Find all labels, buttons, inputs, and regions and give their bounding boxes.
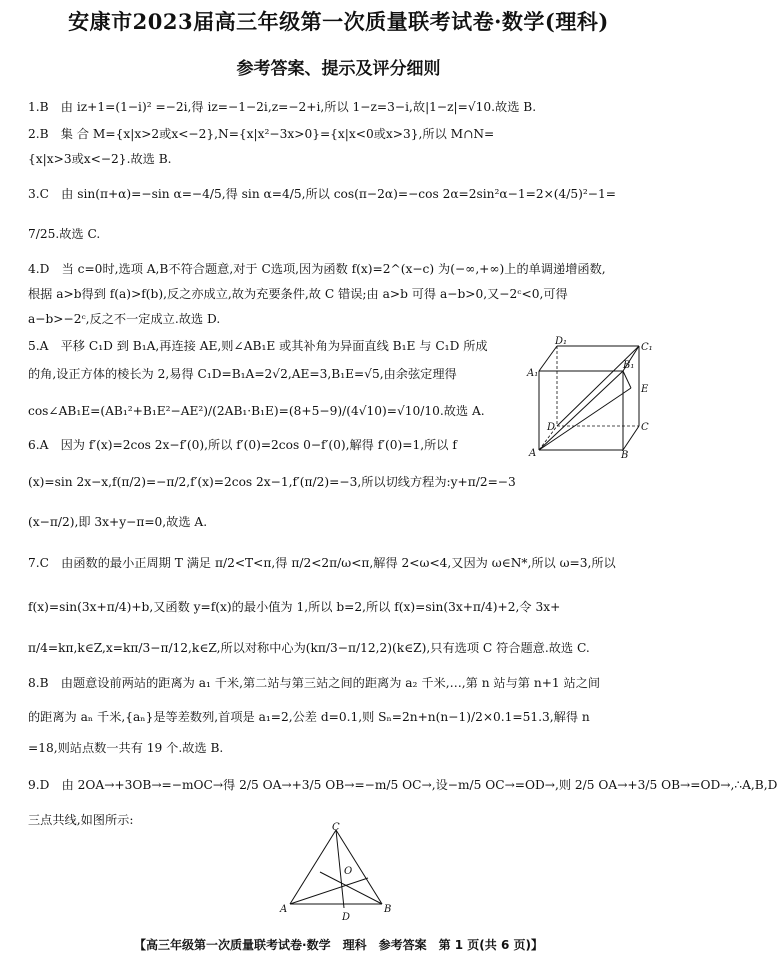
answer-5-line-2: 的角,设正方体的棱长为 2,易得 C₁D=B₁A=2√2,AE=3,B₁E=√5,由余弦定理得	[28, 367, 457, 381]
cube-figure	[527, 336, 667, 461]
answer-8-line-2: 的距离为 aₙ 千米,{aₙ}是等差数列,首项是 a₁=2,公差 d=0.1,则 Sₙ=2n+n(n−1)/2×0.1=51.3,解得 n	[28, 710, 590, 724]
answer-4-line-3: a−b>−2ᶜ,反之不一定成立.故选 D.	[28, 312, 221, 326]
answer-7-line-2: f(x)=sin(3x+π/4)+b,又函数 y=f(x)的最小值为 1,所以 b=2,所以 f(x)=sin(3x+π/4)+2,令 3x+	[28, 600, 561, 614]
answer-6-line-1: 6.A 因为 f′(x)=2cos 2x−f′(0),所以 f′(0)=2cos 0−f′(0),解得 f′(0)=1,所以 f	[28, 438, 457, 452]
cube-label-d: D	[547, 422, 556, 433]
answer-8-line-1: 8.B 由题意设前两站的距离为 a₁ 千米,第二站与第三站之间的距离为 a₂ 千米,…,第 n 站与第 n+1 站之间	[28, 676, 601, 690]
answer-7-line-1: 7.C 由函数的最小正周期 T 满足 π/2<T<π,得 π/2<2π/ω<π,解得 2<ω<4,又因为 ω∈N*,所以 ω=3,所以	[28, 556, 616, 570]
triangle-label-o: O	[344, 866, 353, 877]
cube-label-e: E	[641, 384, 649, 395]
answer-1-line-1: 1.B 由 iz+1=(1−i)² =−2i,得 iz=−1−2i,z=−2+i,所以 1−z=3−i,故|1−z|=√10.故选 B.	[28, 100, 537, 114]
triangle-label-d: D	[342, 912, 351, 923]
triangle-label-b: B	[384, 904, 392, 915]
cube-label-b1: B₁	[623, 360, 635, 371]
cube-label-b: B	[621, 450, 629, 461]
cube-label-d1: D₁	[555, 336, 568, 347]
triangle-label-a: A	[280, 904, 288, 915]
answer-9-line-1: 9.D 由 2OA→+3OB→=−mOC→得 2/5 OA→+3/5 OB→=−m/5 OC→,设−m/5 OC→=OD→,则 2/5 OA→+3/5 OB→=OD→,∴A,B,D	[28, 778, 777, 792]
answer-6-line-2: (x)=sin 2x−x,f(π/2)=−π/2,f′(x)=2cos 2x−1,f′(π/2)=−3,所以切线方程为:y+π/2=−3	[28, 475, 516, 489]
answer-key-subtitle: 参考答案、提示及评分细则	[236, 59, 441, 79]
answer-7-line-3: π/4=kπ,k∈Z,x=kπ/3−π/12,k∈Z,所以对称中心为(kπ/3−π/12,2)(k∈Z),只有选项 C 符合题意.故选 C.	[28, 641, 590, 655]
cube-label-a1: A₁	[527, 368, 539, 379]
answer-8-line-3: =18,则站点数一共有 19 个.故选 B.	[28, 741, 224, 755]
exam-title: 安康市2023届高三年级第一次质量联考试卷·数学(理科)	[68, 9, 609, 34]
answer-2-line-1: 2.B 集 合 M={x|x>2或x<−2},N={x|x²−3x>0}={x|x<0或x>3},所以 M∩N=	[28, 127, 495, 141]
answer-6-line-3: (x−π/2),即 3x+y−π=0,故选 A.	[28, 515, 208, 529]
triangle-figure	[278, 822, 398, 922]
answer-5-line-3: cos∠AB₁E=(AB₁²+B₁E²−AE²)/(2AB₁·B₁E)=(8+5−9)/(4√10)=√10/10.故选 A.	[28, 404, 485, 418]
answer-3-line-1: 3.C 由 sin(π+α)=−sin α=−4/5,得 sin α=4/5,所以 cos(π−2α)=−cos 2α=2sin²α−1=2×(4/5)²−1=	[28, 187, 616, 201]
answer-4-line-2: 根据 a>b得到 f(a)>f(b),反之亦成立,故为充要条件,故 C 错误;由 a>b 可得 a−b>0,又−2ᶜ<0,可得	[28, 287, 568, 301]
cube-label-c1: C₁	[641, 342, 653, 353]
cube-label-a: A	[529, 448, 537, 459]
answer-3-line-2: 7/25.故选 C.	[28, 227, 101, 241]
page-footer: 【高三年级第一次质量联考试卷·数学 理科 参考答案 第 1 页(共 6 页)】	[134, 938, 543, 952]
cube-label-c: C	[641, 422, 649, 433]
answer-2-line-2: {x|x>3或x<−2}.故选 B.	[28, 152, 172, 166]
answer-9-line-2: 三点共线,如图所示:	[28, 813, 134, 827]
answer-5-line-1: 5.A 平移 C₁D 到 B₁A,再连接 AE,则∠AB₁E 或其补角为异面直线 B₁E 与 C₁D 所成	[28, 339, 488, 353]
answer-4-line-1: 4.D 当 c=0时,选项 A,B不符合题意,对于 C选项,因为函数 f(x)=2^(x−c) 为(−∞,+∞)上的单调递增函数,	[28, 262, 606, 276]
triangle-label-c: C	[332, 822, 340, 833]
